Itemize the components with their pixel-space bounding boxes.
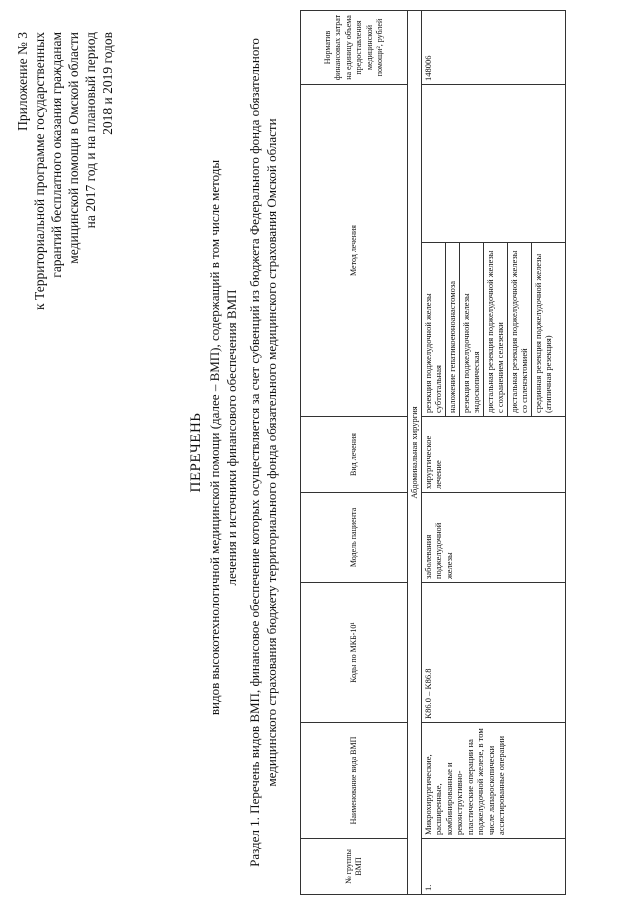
table-section-row <box>408 10 422 894</box>
section-heading: Раздел 1. Перечень видов ВМП, финансовое обеспечение которых осуществляется за счет субвенций из бюджета Федерального фонда обязательного медицинского страхования бюджету территориального фонда обязательного медицинского страхования Омской области <box>247 38 279 867</box>
header-group-no: № группы ВМП <box>301 839 408 895</box>
cell-vmp-name: Микрохирургические, расширенные, комбинированные и реконструктивно-пластические операции на поджелудочной железе, в том числе лапароскопически ассистированные операции <box>421 723 565 839</box>
annex-line: гарантий бесплатного оказания гражданам <box>49 32 64 278</box>
document-title: ПЕРЕЧЕНЬ <box>188 412 204 493</box>
table-row <box>421 10 445 894</box>
header-patient-model: Модель пациента <box>301 493 408 583</box>
header-treatment-method: Метод лечения <box>301 84 408 416</box>
section-row-label: Абдоминальная хирургия <box>408 10 422 894</box>
cell-treatment-method: дистальная резекция поджелудочной железы со спленэктомией <box>507 243 531 417</box>
table-header-row <box>301 10 408 894</box>
header-treatment-type: Вид лечения <box>301 417 408 493</box>
annex-line: к Территориальной программе государственных <box>32 32 47 310</box>
annex-line: Приложение № 3 <box>15 32 30 131</box>
vmp-table <box>300 10 566 895</box>
cell-group-no: 1. <box>421 839 565 895</box>
cell-treatment-method: дистальная резекция поджелудочной железы с сохранением селезенки <box>483 243 507 417</box>
cell-patient-model: заболевания поджелудочной железы <box>421 493 565 583</box>
annex-line: на 2017 год и на плановый период <box>83 32 98 229</box>
annex-header <box>14 32 116 532</box>
cell-treatment-method: наложение гепатикоеюноанастомоза <box>445 243 459 417</box>
cell-icd-codes: K86.0 – K86.8 <box>421 583 565 723</box>
header-norm: Норматив финансовых затрат на единицу объема предоставления медицинской помощи², рублей <box>301 10 408 84</box>
cell-treatment-type: хирургическое лечение <box>421 417 565 493</box>
cell-treatment-method: резекция поджелудочной железы субтотальная <box>421 243 445 417</box>
document-subtitle: видов высокотехнологичной медицинской помощи (далее – ВМП), содержащий в том числе методы лечения и источники финансового обеспечения ВМП <box>207 159 239 716</box>
annex-line: 2018 и 2019 годов <box>100 32 115 135</box>
header-icd-codes: Коды по МКБ-10¹ <box>301 583 408 723</box>
cell-empty <box>421 84 565 242</box>
header-vmp-name: Наименование вида ВМП <box>301 723 408 839</box>
cell-treatment-method: резекция поджелудочной железы эндоскопическая <box>459 243 483 417</box>
cell-treatment-method: срединная резекция поджелудочной железы (атипичная резекция) <box>531 243 565 417</box>
cell-norm: 148006 <box>421 10 565 84</box>
annex-line: медицинской помощи в Омской области <box>66 32 81 264</box>
